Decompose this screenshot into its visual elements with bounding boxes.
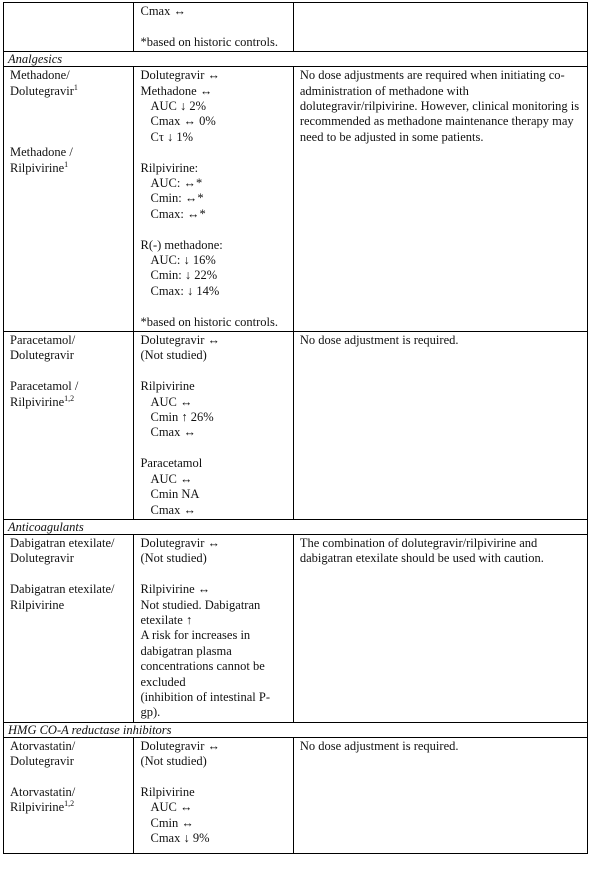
table-row [4, 737, 588, 853]
section-title: Anticoagulants [4, 519, 588, 534]
interaction-line: AUC: ↓ 16% [150, 253, 216, 268]
interaction-text: (inhibition of intestinal P-gp). [140, 689, 270, 720]
interaction-line: Dolutegravir ↔ [140, 738, 220, 753]
footnote-line: *based on historic controls. [140, 314, 278, 329]
interaction-cell [134, 67, 293, 332]
drug-name: Dolutegravir [10, 754, 74, 769]
drug-name: Atorvastatin/ [10, 784, 76, 799]
drug-name: Paracetamol / [10, 379, 79, 394]
interaction-line: Cmax ↔ 0% [150, 114, 216, 129]
drug-name: Dabigatran etexilate/ [10, 582, 115, 597]
interaction-line: AUC ↔ [150, 800, 193, 815]
table-row [4, 3, 588, 52]
interaction-line: Cmin: ↓ 22% [150, 268, 218, 283]
drug-name: Dolutegravir [10, 83, 74, 98]
table-row [4, 534, 588, 722]
interaction-line: AUC ↔ [150, 471, 193, 486]
interaction-cell [134, 534, 293, 722]
interaction-line: AUC: ↔* [150, 176, 203, 191]
table-row [4, 67, 588, 332]
interaction-line: Cmax: ↔* [150, 206, 206, 221]
interaction-line: Cmin ↔ [150, 815, 194, 830]
drug-cell [4, 534, 134, 722]
recommendation-cell [293, 3, 587, 52]
footnote-ref: 1,2 [64, 393, 75, 403]
interaction-line: Dolutegravir ↔ [140, 68, 220, 83]
drug-name: Dolutegravir [10, 551, 74, 566]
interaction-text: A risk for increases in dabigatran plasma concentrations cannot be excluded [140, 628, 265, 689]
interaction-line: Cmin: ↔* [150, 191, 204, 206]
interaction-line: Cτ ↓ 1% [150, 129, 194, 144]
section-title: HMG CO-A reductase inhibitors [4, 722, 588, 737]
footnote-ref: 1 [73, 82, 78, 92]
interaction-line: Cmax ↔ [150, 425, 196, 440]
footnote-ref: 1,2 [64, 799, 75, 809]
drug-name: Paracetamol/ [10, 333, 76, 348]
interaction-text: Not studied. Dabigatran etexilate ↑ [140, 597, 261, 627]
interaction-line: (Not studied) [140, 754, 207, 769]
interaction-line: Methadone ↔ [140, 83, 213, 98]
drug-name: Rilpivirine [10, 800, 65, 815]
drug-name: Methadone / [10, 145, 73, 160]
drug-name: Dolutegravir [10, 348, 74, 363]
interaction-line: Rilpivirine: [140, 160, 199, 175]
interaction-line: Rilpivirine [140, 379, 195, 394]
section-title: Analgesics [4, 52, 588, 67]
interaction-line: Cmin NA [150, 487, 200, 502]
interaction-line: Cmax ↔ [150, 502, 196, 517]
footnote-line: *based on historic controls. [140, 34, 278, 49]
drug-cell [4, 737, 134, 853]
interaction-cell [134, 737, 293, 853]
interaction-line: Rilpivirine [140, 784, 195, 799]
recommendation-cell: No dose adjustment is required. [293, 332, 587, 520]
drug-cell [4, 67, 134, 332]
interaction-line: R(-) methadone: [140, 237, 223, 252]
recommendation-cell: No dose adjustment is required. [293, 737, 587, 853]
table-row [4, 332, 588, 520]
interaction-line: (Not studied) [140, 551, 207, 566]
section-row [4, 52, 588, 67]
section-row [4, 519, 588, 534]
interaction-line: AUC ↔ [150, 394, 193, 409]
drug-interaction-table [3, 2, 588, 854]
interaction-line: Cmax ↓ 9% [150, 831, 210, 846]
interaction-cell [134, 332, 293, 520]
drug-cell [4, 332, 134, 520]
drug-name: Methadone/ [10, 68, 70, 83]
interaction-line: Cmin ↑ 26% [150, 410, 214, 425]
drug-name: Atorvastatin/ [10, 738, 76, 753]
interaction-cell [134, 3, 293, 52]
drug-name: Dabigatran etexilate/ [10, 535, 115, 550]
interaction-line: (Not studied) [140, 348, 207, 363]
interaction-line: Dolutegravir ↔ [140, 535, 220, 550]
recommendation-cell: No dose adjustments are required when initiating co-administration of methadone with dolutegravir/rilpivirine. However, clinical monitoring is recommended as methadone maintenance therapy may need to be adjusted in some patients. [293, 67, 587, 332]
interaction-line: AUC ↓ 2% [150, 99, 207, 114]
section-row [4, 722, 588, 737]
cmax-line: Cmax ↔ [140, 4, 186, 18]
recommendation-cell: The combination of dolutegravir/rilpivirine and dabigatran etexilate should be used with caution. [293, 534, 587, 722]
drug-name: Rilpivirine [10, 160, 65, 175]
footnote-ref: 1 [64, 159, 69, 169]
interaction-line: Paracetamol [140, 456, 203, 471]
drug-name: Rilpivirine [10, 597, 65, 612]
drug-cell [4, 3, 134, 52]
drug-name: Rilpivirine [10, 394, 65, 409]
interaction-line: Dolutegravir ↔ [140, 333, 220, 348]
interaction-line: Cmax: ↓ 14% [150, 283, 220, 298]
interaction-line: Rilpivirine ↔ [140, 582, 211, 597]
